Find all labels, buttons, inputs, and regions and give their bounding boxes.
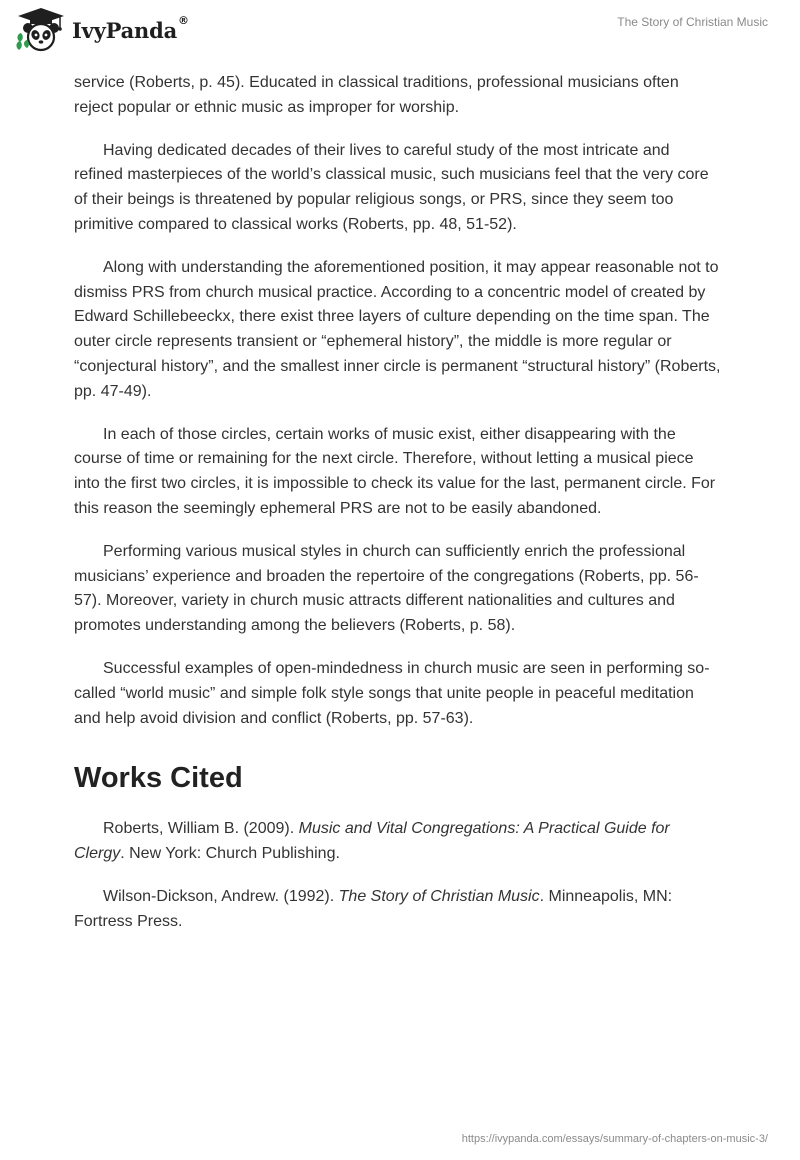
citation-publisher: . New York: Church Publishing. xyxy=(120,845,340,863)
citation-author: Roberts, William B. (2009). xyxy=(103,820,299,838)
essay-body xyxy=(74,71,722,953)
citation-title: Music and Vital Congregations: A Practical Guide for Clergy xyxy=(74,820,670,863)
document-title: The Story of Christian Music xyxy=(617,15,768,29)
citation-publisher: . Minneapolis, MN: Fortress Press. xyxy=(74,887,673,930)
paragraph: Performing various musical styles in church can sufficiently enrich the professional musicians’ experience and broaden the repertoire of the congregations (Roberts, pp. 56-57). Moreover, variety in church music attracts different nationalities and cultures and promotes understanding among the believers (Roberts, p. 58). xyxy=(74,542,699,635)
page-header xyxy=(0,0,800,60)
registered-mark: ® xyxy=(178,13,189,27)
ivypanda-logo[interactable] xyxy=(14,6,189,54)
citation-title: The Story of Christian Music xyxy=(338,887,540,905)
paragraph: Along with understanding the aforementioned position, it may appear reasonable not to dismiss PRS from church musical practice. According to a concentric model of created by Edward Schillebeeckx, there exist three layers of culture depending on the time span. The outer circle represents transient or “ephemeral history”, the middle is more regular or “conjectural history”, and the smallest inner circle is permanent “structural history” (Roberts, pp. 47-49). xyxy=(74,258,721,400)
works-cited-heading: Works Cited xyxy=(74,762,243,795)
paragraph: Having dedicated decades of their lives to careful study of the most intricate and refined masterpieces of the world’s classical music, such musicians feel that the very core of their beings is threatened by popular religious songs, or PRS, since they seem too primitive compared to classical works (Roberts, pp. 48, 51-52). xyxy=(74,141,709,233)
panda-graduate-icon xyxy=(14,6,68,54)
paragraph: Successful examples of open-mindedness in church music are seen in performing so-called “world music” and simple folk style songs that unite people in peaceful meditation and help avoid division and conflict (Roberts, pp. 57-63). xyxy=(74,659,710,727)
citation-entry xyxy=(74,885,722,935)
paragraph: service (Roberts, p. 45). Educated in classical traditions, professional musicians often reject popular or ethnic music as improper for worship. xyxy=(74,74,679,116)
logo-wordmark: IvyPanda® xyxy=(72,13,189,43)
paragraph: In each of those circles, certain works of music exist, either disappearing with the course of time or remaining for the next circle. Therefore, without letting a musical piece into the first two circles, it is impossible to check its value for the last, permanent circle. For this reason the seemingly ephemeral PRS are not to be easily abandoned. xyxy=(74,425,716,517)
citation-author: Wilson-Dickson, Andrew. (1992). xyxy=(103,887,339,905)
source-url[interactable]: https://ivypanda.com/essays/summary-of-chapters-on-music-3/ xyxy=(461,1133,768,1145)
citation-entry xyxy=(74,817,722,867)
